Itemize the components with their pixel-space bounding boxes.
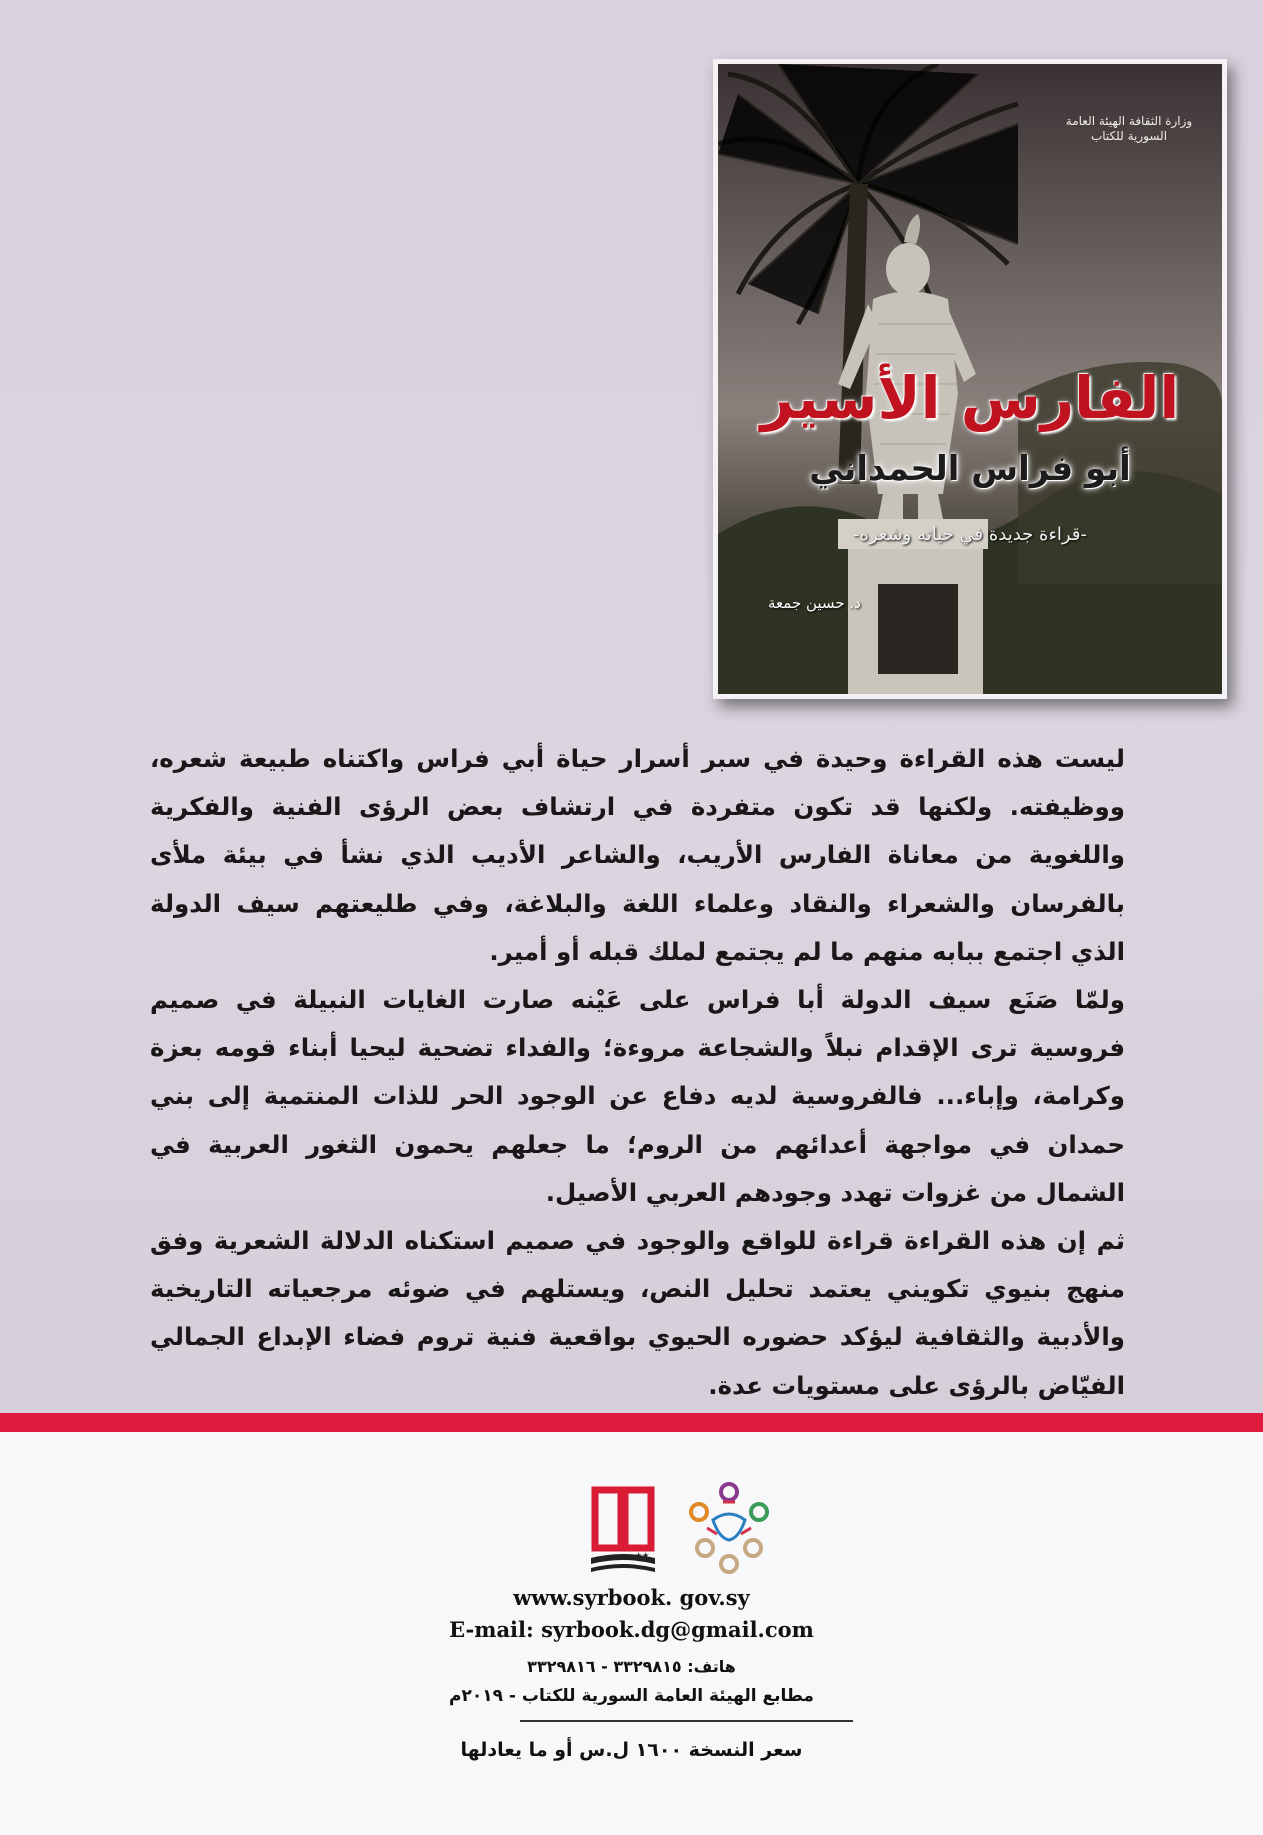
blurb-paragraph: ليست هذه القراءة وحيدة في سبر أسرار حياة أبي فراس واكتناه طبيعة شعره، ووظيفته. ولكنها قد تكون متفردة في ارتشاف بعض الرؤى الفنية والفكرية واللغوية من معاناة الفارس الأريب، والشاعر الأديب الذي نشأ في بيئة ملأى بالفرسان والشعراء والنقاد وعلماء اللغة والبلاغة، وفي طليعتهم سيف الدولة الذي اجتمع ببابه منهم ما لم يجتمع لملك قبله أو أمير. <box>150 744 1125 966</box>
footer-divider <box>520 1720 853 1722</box>
cover-author: د. حسين جمعة <box>768 594 861 612</box>
website-link[interactable]: www.syrbook. gov.sy <box>513 1585 750 1610</box>
cover-subtitle: أبو فراس الحمداني <box>809 449 1131 489</box>
ministry-culture-logo <box>683 1480 775 1576</box>
book-cover-thumbnail <box>713 59 1227 699</box>
cover-tagline: -قراءة جديدة في حياته وشعره- <box>853 524 1087 545</box>
cover-publisher: وزارة الثقافة الهيئة العامة السورية للكتاب <box>1065 114 1193 143</box>
cover-title: الفارس الأسير <box>760 364 1180 432</box>
phone-number: هاتف: ٣٣٢٩٨١٥ - ٣٣٢٩٨١٦ <box>527 1657 736 1676</box>
publisher-book-logo <box>591 1486 655 1576</box>
printer-info: مطابع الهيئة العامة السورية للكتاب - ٢٠١٩م <box>449 1686 814 1706</box>
blurb-text <box>150 735 1125 1410</box>
red-divider-band <box>0 1413 1263 1432</box>
svg-text:★★: ★★ <box>635 1551 650 1560</box>
email-link[interactable]: E-mail: syrbook.dg@gmail.com <box>449 1617 814 1642</box>
price-label: سعر النسخة ١٦٠٠ ل.س أو ما يعادلها <box>460 1739 803 1761</box>
blurb-paragraph: ولمّا صَنَع سيف الدولة أبا فراس على عَيْنه صارت الغايات النبيلة في صميم فروسية ترى الإقدام نبلاً والشجاعة مروءة؛ والفداء تضحية ليحيا أبناء قومه بعزة وكرامة، وإباء... فالفروسية لديه دفاع عن الوجود الحر للذات المنتمية إلى بني حمدان في مواجهة أعدائهم من الروم؛ ما جعلهم يحمون الثغور العربية في الشمال من غزوات تهدد وجودهم العربي الأصيل. <box>150 985 1125 1207</box>
blurb-paragraph: ثم إن هذه القراءة قراءة للواقع والوجود في صميم استكناه الدلالة الشعرية وفق منهج بنيوي تكويني يعتمد تحليل النص، ويستلهم في ضوئه مرجعياته التاريخية والأدبية والثقافية ليؤكد حضوره الحيوي بواقعية فنية تروم فضاء الإبداع الجمالي الفيّاض بالرؤى على مستويات عدة. <box>150 1226 1125 1400</box>
